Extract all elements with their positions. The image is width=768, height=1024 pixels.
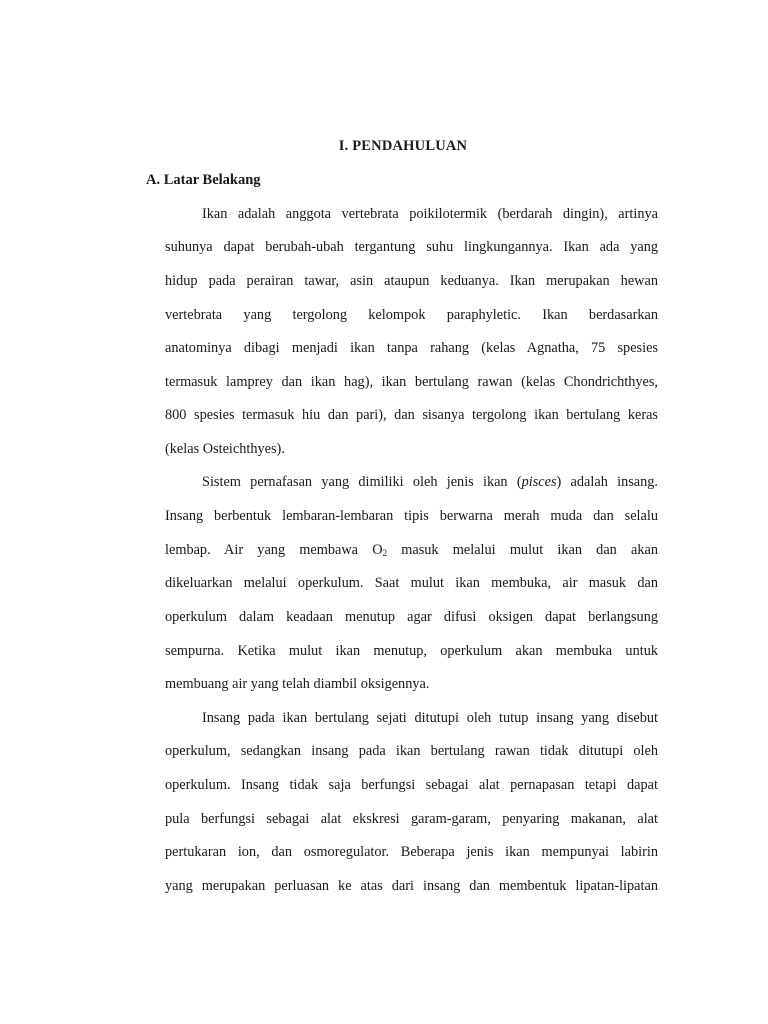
paragraph-line: pula berfungsi sebagai alat ekskresi garam-garam, penyaring makanan, alat: [165, 811, 658, 827]
text-segment: ) adalah insang.: [556, 474, 658, 490]
text-segment: masuk melalui mulut ikan dan akan: [387, 542, 658, 558]
paragraph-line: (kelas Osteichthyes).: [165, 441, 285, 457]
paragraph-line: hidup pada perairan tawar, asin ataupun keduanya. Ikan merupakan hewan: [165, 273, 658, 289]
paragraph-line: suhunya dapat berubah-ubah tergantung suhu lingkungannya. Ikan ada yang: [165, 239, 658, 255]
text-segment: lembap. Air yang membawa O: [165, 542, 383, 558]
paragraph-line: yang merupakan perluasan ke atas dari insang dan membentuk lipatan-lipatan: [165, 878, 658, 894]
text-segment: Sistem pernafasan yang dimiliki oleh jenis ikan (: [202, 474, 522, 490]
paragraph-line: operkulum, sedangkan insang pada ikan bertulang rawan tidak ditutupi oleh: [165, 743, 658, 759]
paragraph-line: membuang air yang telah diambil oksigennya.: [165, 676, 430, 692]
paragraph-line: anatominya dibagi menjadi ikan tanpa rahang (kelas Agnatha, 75 spesies: [165, 340, 658, 356]
subscript: 2: [382, 548, 388, 558]
italic-term: pisces: [521, 474, 557, 490]
paragraph-line: Insang berbentuk lembaran-lembaran tipis berwarna merah muda dan selalu: [165, 508, 658, 524]
paragraph-line: operkulum dalam keadaan menutup agar difusi oksigen dapat berlangsung: [165, 609, 658, 625]
chapter-title: I. PENDAHULUAN: [338, 138, 468, 154]
paragraph-line: 800 spesies termasuk hiu dan pari), dan sisanya tergolong ikan bertulang keras: [165, 407, 658, 423]
paragraph-line: sempurna. Ketika mulut ikan menutup, operkulum akan membuka untuk: [165, 643, 658, 659]
paragraph-line: dikeluarkan melalui operkulum. Saat mulut ikan membuka, air masuk dan: [165, 575, 658, 591]
section-heading: A. Latar Belakang: [146, 172, 261, 188]
paragraph-line: operkulum. Insang tidak saja berfungsi sebagai alat pernapasan tetapi dapat: [165, 777, 658, 793]
paragraph-line: Insang pada ikan bertulang sejati ditutupi oleh tutup insang yang disebut: [202, 710, 658, 726]
paragraph-line: pertukaran ion, dan osmoregulator. Beberapa jenis ikan mempunyai labirin: [165, 844, 658, 860]
paragraph-line: vertebrata yang tergolong kelompok paraphyletic. Ikan berdasarkan: [165, 307, 658, 323]
paragraph-line: termasuk lamprey dan ikan hag), ikan bertulang rawan (kelas Chondrichthyes,: [165, 374, 658, 390]
paragraph-line: Ikan adalah anggota vertebrata poikilotermik (berdarah dingin), artinya: [202, 206, 658, 222]
paragraph-line: [202, 472, 658, 492]
paragraph-line: [165, 540, 658, 560]
